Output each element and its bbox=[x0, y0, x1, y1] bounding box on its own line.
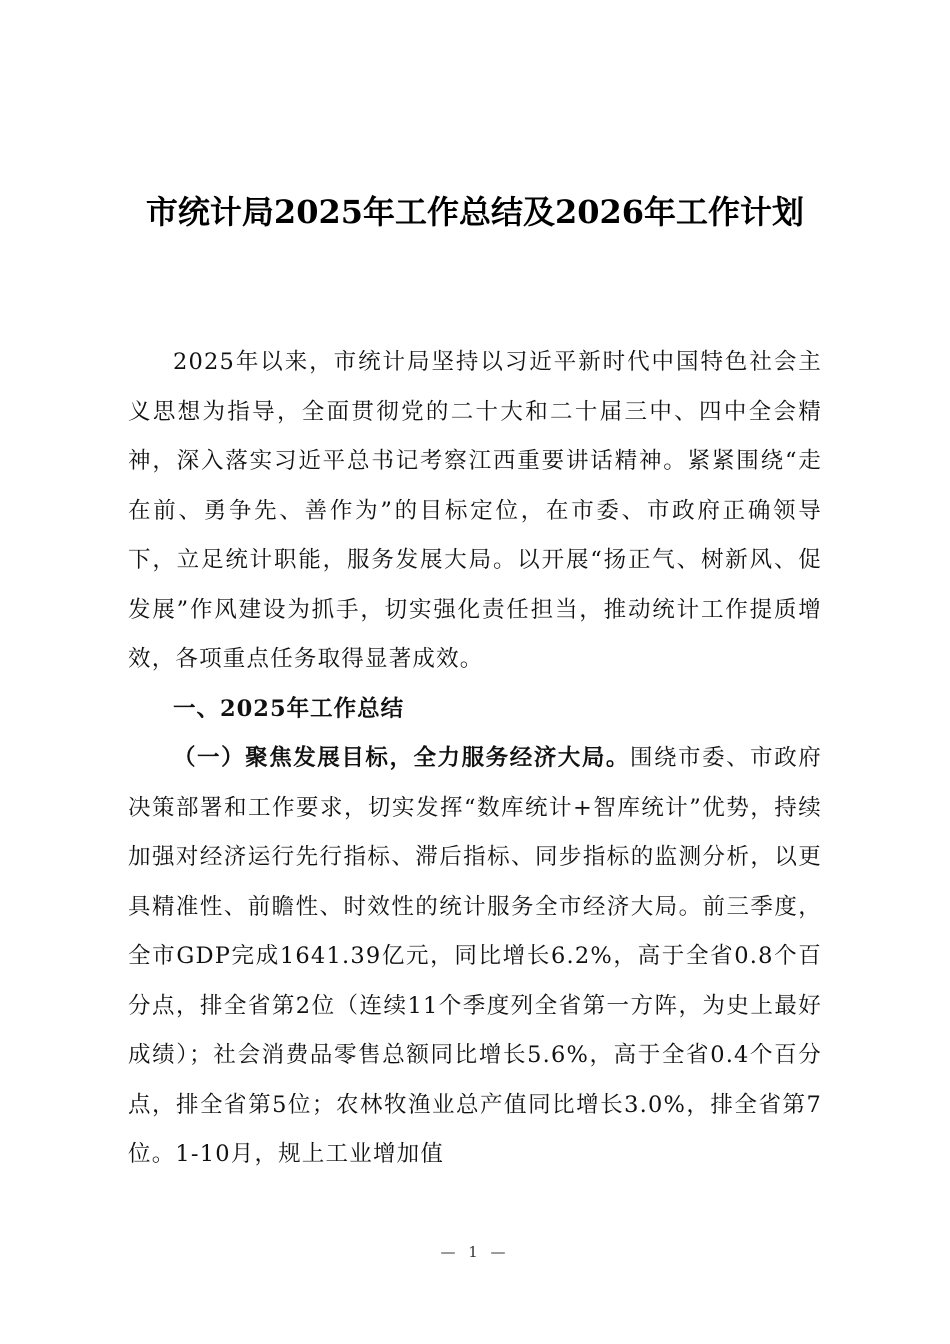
section-heading-2025-summary: 一、2025年工作总结 bbox=[173, 695, 405, 722]
intro-paragraph: 2025年以来，市统计局坚持以习近平新时代中国特色社会主义思想为指导，全面贯彻党的二十大和二十届三中、四中全会精神，深入落实习近平总书记考察江西重要讲话精神。紧紧围绕“走在前、勇争先、善作为”的目标定位，在市委、市政府正确领导下，立足统计职能，服务发展大局。以开展“扬正气、树新风、促发展”作风建设为抓手，切实强化责任担当，推动统计工作提质增效，各项重点任务取得显著成效。 bbox=[128, 349, 822, 672]
page-number: — 1 — bbox=[440, 1243, 510, 1261]
section-1-1-lead-heading: （一）聚焦发展目标，全力服务经济大局。 bbox=[173, 745, 630, 771]
document-title: 市统计局2025年工作总结及2026年工作计划 bbox=[145, 193, 805, 231]
section-1-1-paragraph bbox=[128, 734, 822, 1180]
section-1-1-body-text: 围绕市委、市政府决策部署和工作要求，切实发挥“数库统计+智库统计”优势，持续加强对经济运行先行指标、滞后指标、同步指标的监测分析，以更具精准性、前瞻性、时效性的统计服务全市经济大局。前三季度，全市GDP完成1641.39亿元，同比增长6.2%，高于全省0.8个百分点，排全省第2位（连续11个季度列全省第一方阵，为史上最好成绩）；社会消费品零售总额同比增长5.6%，高于全省0.4个百分点，排全省第5位；农林牧渔业总产值同比增长3.0%，排全省第7位。1-10月，规上工业增加值 bbox=[128, 745, 822, 1167]
document-body bbox=[128, 338, 822, 1180]
